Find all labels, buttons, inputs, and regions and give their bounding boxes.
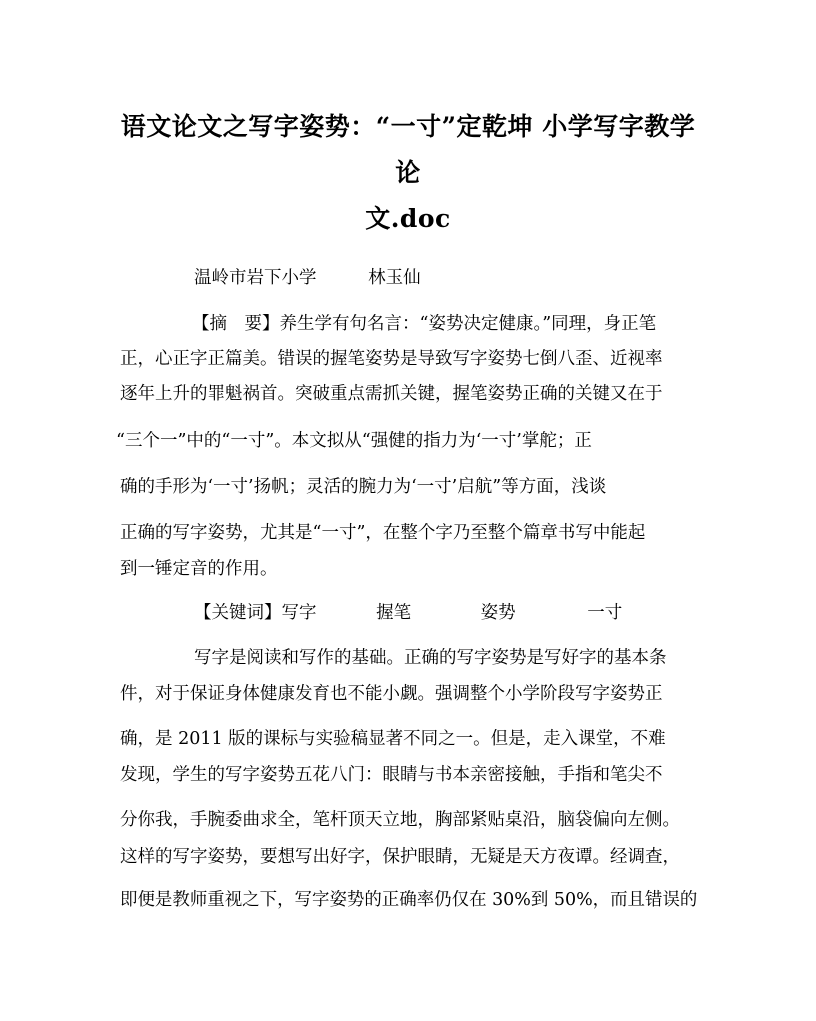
body-line: 这样的写字姿势，要想写出好字，保护眼睛，无疑是天方夜谭。经调查， — [120, 847, 680, 867]
document-title — [110, 104, 706, 242]
title-line-2: 文.doc — [365, 204, 451, 233]
abstract-line: 正，心正字正篇美。错误的握笔姿势是导致写字姿势七倒八歪、近视率 — [120, 349, 663, 369]
keyword-item: 握笔 — [376, 603, 412, 623]
author-line — [194, 266, 421, 290]
abstract-line: 【摘 要】养生学有句名言：“姿势决定健康。”同理，身正笔 — [192, 314, 657, 334]
keyword-item: 姿势 — [480, 603, 516, 623]
body-line: 确，是 2011 版的课标与实验稿显著不同之一。但是，走入课堂，不难 — [120, 729, 666, 749]
body-line: 分你我，手腕委曲求全，笔杆顶天立地，胸部紧贴桌沿，脑袋偏向左侧。 — [120, 810, 680, 830]
abstract-line: 正确的写字姿势，尤其是“一寸”，在整个字乃至整个篇章书写中能起 — [120, 523, 646, 543]
body-line: 即便是教师重视之下，写字姿势的正确率仍仅在 30%到 50%，而且错误的 — [120, 890, 698, 910]
abstract-line: 确的手形为‘一寸’扬帆；灵活的腕力为‘一寸’启航”等方面，浅谈 — [120, 477, 607, 497]
keyword-item: 一寸 — [587, 603, 623, 623]
author-school: 温岭市岩下小学 — [194, 268, 317, 288]
keywords-line — [194, 601, 622, 625]
abstract-line: 到一锤定音的作用。 — [120, 559, 278, 579]
abstract-line: “三个一”中的“一寸”。本文拟从“强健的指力为‘一寸’掌舵；正 — [116, 431, 592, 451]
keywords-label: 【关键词】写字 — [194, 603, 317, 623]
body-line: 件，对于保证身体健康发育也不能小觑。强调整个小学阶段写字姿势正 — [120, 684, 663, 704]
abstract-line: 逐年上升的罪魁祸首。突破重点需抓关键，握笔姿势正确的关键又在于 — [120, 384, 663, 404]
author-name: 林玉仙 — [368, 268, 421, 288]
body-line: 写字是阅读和写作的基础。正确的写字姿势是写好字的基本条 — [194, 648, 667, 668]
body-line: 发现，学生的写字姿势五花八门：眼睛与书本亲密接触，手指和笔尖不 — [120, 765, 663, 785]
title-line-1: 语文论文之写字姿势：“一寸”定乾坤 小学写字教学论 — [120, 112, 696, 187]
